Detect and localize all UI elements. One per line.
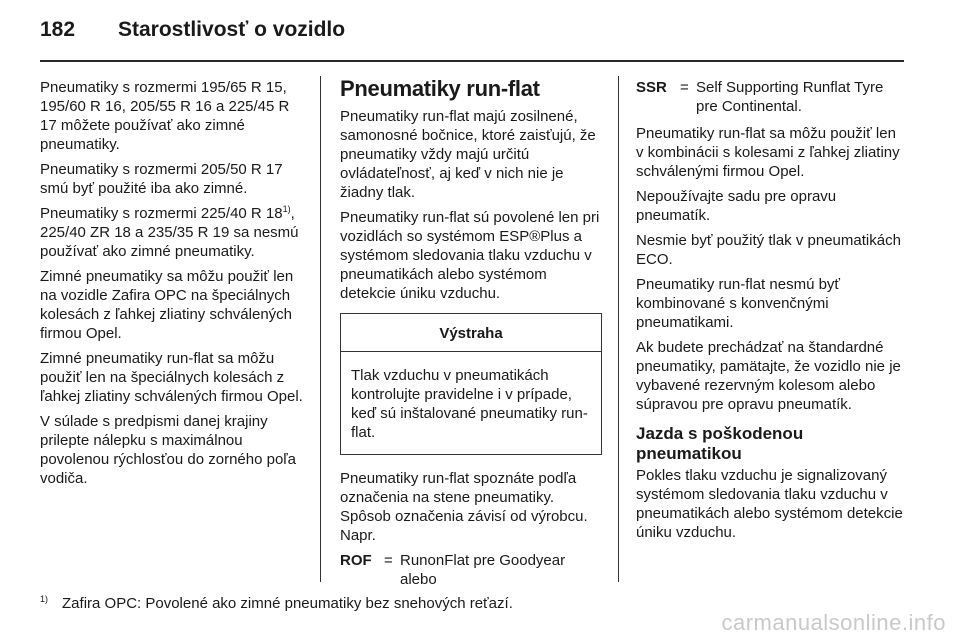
paragraph: Zimné pneumatiky sa môžu použiť len na vozidle Zafira OPC na špeciálnych kolesách z ľahkej zliatiny schválených firmou Opel. — [40, 268, 294, 342]
paragraph: V súlade s predpismi danej krajiny prilepte nálepku s maximálnou povolenou rýchlosťou do zorného poľa vodiča. — [40, 413, 297, 487]
page-title: Starostlivosť o vozidlo — [118, 18, 346, 41]
column-divider-2 — [618, 76, 619, 582]
paragraph: Nesmie byť použitý tlak v pneumatikách ECO. — [636, 232, 901, 268]
watermark: carmanualsonline.info — [721, 610, 946, 635]
definition-equals: = — [384, 552, 393, 569]
header-divider — [40, 60, 904, 62]
footnote — [40, 590, 513, 613]
paragraph: Pneumatiky run-flat nesmú byť kombinované s konvenčnými pneumatikami. — [636, 276, 841, 331]
subsection-heading: Jazda s poškodenou pneumatikou — [636, 424, 804, 463]
definition-description: Self Supporting Runflat Tyre pre Continental. — [696, 79, 884, 115]
column-middle — [340, 76, 602, 597]
column-right — [636, 78, 904, 548]
paragraph: Ak budete prechádzať na štandardné pneumatiky, pamätajte, že vozidlo nie je vybavené rezervným kolesom alebo súpravou pre opravu pneumatík. — [636, 339, 901, 413]
footnote-mark: 1) — [40, 594, 49, 604]
warning-text: Tlak vzduchu v pneumatikách kontrolujte pravidelne i v prípade, keď sú inštalované pneumatiky run-flat. — [351, 367, 588, 441]
column-divider-1 — [320, 76, 321, 582]
paragraph: Pneumatiky run-flat sú povolené len pri vozidlách so systémom ESP®Plus a systémom sledovania tlaku vzduchu v pneumatikách alebo systémom detekcie úniku vzduchu. — [340, 209, 600, 302]
warning-box — [340, 313, 602, 455]
definition-term: ROF — [340, 552, 372, 569]
warning-title: Výstraha — [341, 314, 601, 352]
paragraph: Nepoužívajte sadu pre opravu pneumatík. — [636, 188, 837, 224]
paragraph: Pneumatiky s rozmermi 195/65 R 15, 195/60 R 16, 205/55 R 16 a 225/45 R 17 môžete používať ako zimné pneumatiky. — [40, 79, 290, 153]
footnote-reference[interactable]: 1) — [282, 204, 291, 214]
paragraph-with-footnote — [40, 204, 308, 261]
column-left — [40, 78, 308, 494]
section-heading: Pneumatiky run-flat — [340, 76, 540, 101]
text-fragment: , 225/40 ZR 18 a 235/35 R 19 sa nesmú používať ako zimné pneumatiky. — [40, 205, 299, 260]
definition-item-rof — [340, 551, 602, 589]
page-header — [40, 18, 920, 48]
paragraph: Pokles tlaku vzduchu je signalizovaný systémom sledovania tlaku vzduchu v pneumatikách alebo systémom detekcie úniku vzduchu. — [636, 467, 903, 541]
paragraph: Pneumatiky s rozmermi 205/50 R 17 smú byť použité iba ako zimné. — [40, 161, 283, 197]
footnote-text: Zafira OPC: Povolené ako zimné pneumatiky bez snehových reťazí. — [62, 595, 513, 612]
definition-description: RunonFlat pre Goodyear alebo — [400, 552, 566, 588]
page-number: 182 — [40, 18, 76, 41]
definition-term: SSR — [636, 79, 667, 96]
paragraph: Pneumatiky run-flat sa môžu použiť len v kombinácii s kolesami z ľahkej zliatiny schválenými firmou Opel. — [636, 125, 900, 180]
paragraph: Pneumatiky run-flat spoznáte podľa označenia na stene pneumatiky. Spôsob označenia závisí od výrobcu. Napr. — [340, 470, 588, 544]
paragraph: Zimné pneumatiky run-flat sa môžu použiť len na špeciálnych kolesách z ľahkej zliatiny schválených firmou Opel. — [40, 350, 303, 405]
text-fragment: Pneumatiky s rozmermi 225/40 R 18 — [40, 205, 283, 222]
paragraph: Pneumatiky run-flat majú zosilnené, samonosné bočnice, ktoré zaisťujú, že pneumatiky vždy majú určitú ovládateľnosť, aj keď v nich nie je žiadny tlak. — [340, 108, 596, 201]
definition-item-ssr — [636, 78, 904, 116]
definition-equals: = — [680, 79, 689, 96]
